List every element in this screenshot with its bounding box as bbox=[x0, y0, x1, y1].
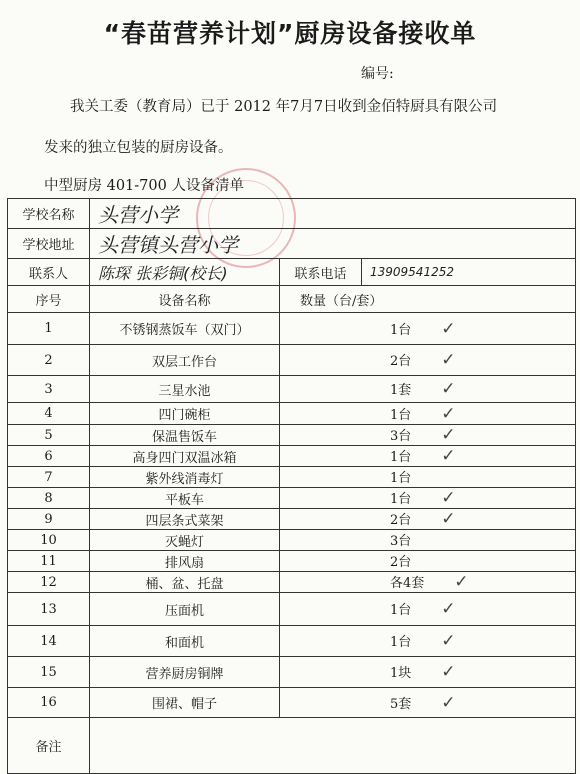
quantity-cell bbox=[280, 688, 576, 718]
quantity-cell bbox=[280, 593, 576, 626]
contact-row bbox=[8, 259, 576, 286]
header-quantity: 数量（台/套） bbox=[280, 286, 576, 313]
remarks-row bbox=[8, 718, 576, 774]
quantity-cell bbox=[280, 425, 576, 446]
equipment-name: 平板车 bbox=[90, 488, 280, 509]
school-name-label: 学校名称 bbox=[8, 199, 90, 229]
contact-label: 联系人 bbox=[8, 259, 90, 286]
table-row bbox=[8, 446, 576, 467]
quantity-cell bbox=[280, 530, 576, 551]
receipt-statement-line-1: 我关工委（教育局）已于 2012 年7月7日收到金佰特厨具有限公司 bbox=[70, 99, 498, 115]
header-equipment-name: 设备名称 bbox=[90, 286, 280, 313]
table-row bbox=[8, 403, 576, 425]
check-mark-icon: ✓ bbox=[441, 379, 456, 399]
table-header-row bbox=[8, 286, 576, 313]
quantity-cell bbox=[280, 572, 576, 593]
table-row bbox=[8, 488, 576, 509]
table-row bbox=[8, 688, 576, 718]
row-number: 2 bbox=[8, 345, 90, 376]
header-number: 序号 bbox=[8, 286, 90, 313]
quantity-value: 1套 bbox=[390, 383, 412, 398]
quantity-cell bbox=[280, 488, 576, 509]
quantity-value: 5套 bbox=[390, 696, 412, 712]
quantity-value: 1台 bbox=[390, 635, 412, 650]
school-name-row bbox=[8, 199, 576, 229]
quantity-cell bbox=[280, 467, 576, 488]
row-number: 16 bbox=[8, 688, 90, 718]
table-row bbox=[8, 376, 576, 403]
check-mark-icon: ✓ bbox=[441, 318, 456, 339]
row-number: 8 bbox=[8, 488, 90, 509]
quantity-cell bbox=[280, 403, 576, 425]
equipment-name: 高身四门双温冰箱 bbox=[90, 446, 280, 467]
quantity-value: 1台 bbox=[390, 471, 412, 486]
row-number: 14 bbox=[8, 626, 90, 657]
quantity-cell bbox=[280, 509, 576, 530]
table-row bbox=[8, 345, 576, 376]
school-address-value: 头营镇头营小学 bbox=[90, 229, 576, 259]
quantity-cell bbox=[280, 376, 576, 403]
check-mark-icon: ✓ bbox=[441, 692, 456, 713]
equipment-name: 和面机 bbox=[90, 626, 280, 657]
row-number: 4 bbox=[8, 403, 90, 425]
quantity-value: 3台 bbox=[390, 429, 412, 444]
contact-value: 陈琛 张彩铜(校长) bbox=[90, 259, 280, 286]
equipment-name: 四门碗柜 bbox=[90, 403, 280, 425]
check-mark-icon: ✓ bbox=[441, 631, 456, 651]
row-number: 11 bbox=[8, 551, 90, 572]
table-row bbox=[8, 593, 576, 626]
table-row bbox=[8, 509, 576, 530]
check-mark-icon: ✓ bbox=[441, 425, 456, 445]
row-number: 5 bbox=[8, 425, 90, 446]
equipment-name: 灭蝇灯 bbox=[90, 530, 280, 551]
receipt-statement-line-2: 发来的独立包装的厨房设备。 bbox=[44, 140, 233, 156]
table-row bbox=[8, 626, 576, 657]
quantity-value: 1块 bbox=[390, 666, 412, 681]
row-number: 13 bbox=[8, 593, 90, 626]
table-row bbox=[8, 425, 576, 446]
equipment-name: 桶、盆、托盘 bbox=[90, 572, 280, 593]
quantity-cell bbox=[280, 313, 576, 345]
check-mark-icon: ✓ bbox=[441, 599, 456, 619]
check-mark-icon: ✓ bbox=[441, 446, 456, 466]
row-number: 3 bbox=[8, 376, 90, 403]
quantity-cell bbox=[280, 551, 576, 572]
quantity-value: 1台 bbox=[390, 603, 412, 618]
row-number: 1 bbox=[8, 313, 90, 345]
quantity-cell bbox=[280, 657, 576, 688]
row-number: 15 bbox=[8, 657, 90, 688]
table-row bbox=[8, 467, 576, 488]
table-row bbox=[8, 530, 576, 551]
row-number: 12 bbox=[8, 572, 90, 593]
document-title: “春苗营养计划”厨房设备接收单 bbox=[103, 19, 477, 48]
equipment-name: 围裙、帽子 bbox=[90, 688, 280, 718]
quantity-value: 1台 bbox=[390, 450, 412, 465]
row-number: 9 bbox=[8, 509, 90, 530]
equipment-name: 三星水池 bbox=[90, 376, 280, 403]
check-mark-icon: ✓ bbox=[454, 572, 469, 592]
equipment-name: 营养厨房铜牌 bbox=[90, 657, 280, 688]
equipment-table bbox=[7, 198, 576, 774]
phone-value: 13909541252 bbox=[362, 259, 576, 286]
equipment-name: 排风扇 bbox=[90, 551, 280, 572]
quantity-value: 2台 bbox=[390, 354, 412, 369]
remarks-label: 备注 bbox=[8, 718, 90, 774]
row-number: 10 bbox=[8, 530, 90, 551]
row-number: 7 bbox=[8, 467, 90, 488]
phone-label: 联系电话 bbox=[280, 259, 362, 286]
equipment-name: 四层条式菜架 bbox=[90, 509, 280, 530]
check-mark-icon: ✓ bbox=[441, 509, 456, 529]
row-number: 6 bbox=[8, 446, 90, 467]
remarks-value bbox=[90, 718, 576, 774]
table-row bbox=[8, 572, 576, 593]
school-name-value: 头营小学 bbox=[90, 199, 576, 229]
quantity-cell bbox=[280, 345, 576, 376]
check-mark-icon: ✓ bbox=[441, 662, 456, 682]
table-row bbox=[8, 551, 576, 572]
school-address-row bbox=[8, 229, 576, 259]
quantity-value: 1台 bbox=[390, 492, 412, 507]
equipment-name: 压面机 bbox=[90, 593, 280, 626]
table-row bbox=[8, 313, 576, 345]
table-row bbox=[8, 657, 576, 688]
equipment-name: 紫外线消毒灯 bbox=[90, 467, 280, 488]
quantity-value: 各4套 bbox=[390, 576, 425, 591]
equipment-name: 保温售饭车 bbox=[90, 425, 280, 446]
quantity-value: 1台 bbox=[390, 407, 412, 423]
check-mark-icon: ✓ bbox=[441, 350, 456, 370]
quantity-value: 3台 bbox=[390, 534, 412, 549]
quantity-cell bbox=[280, 626, 576, 657]
equipment-name: 双层工作台 bbox=[90, 345, 280, 376]
quantity-value: 2台 bbox=[390, 513, 412, 528]
equipment-list-title: 中型厨房 401-700 人设备清单 bbox=[44, 178, 244, 194]
quantity-value: 2台 bbox=[390, 555, 412, 570]
school-address-label: 学校地址 bbox=[8, 229, 90, 259]
quantity-cell bbox=[280, 446, 576, 467]
check-mark-icon: ✓ bbox=[441, 488, 456, 508]
check-mark-icon: ✓ bbox=[441, 403, 456, 424]
equipment-name: 不锈钢蒸饭车（双门） bbox=[90, 313, 280, 345]
quantity-value: 1台 bbox=[390, 322, 412, 338]
serial-number-label: 编号: bbox=[361, 66, 394, 82]
